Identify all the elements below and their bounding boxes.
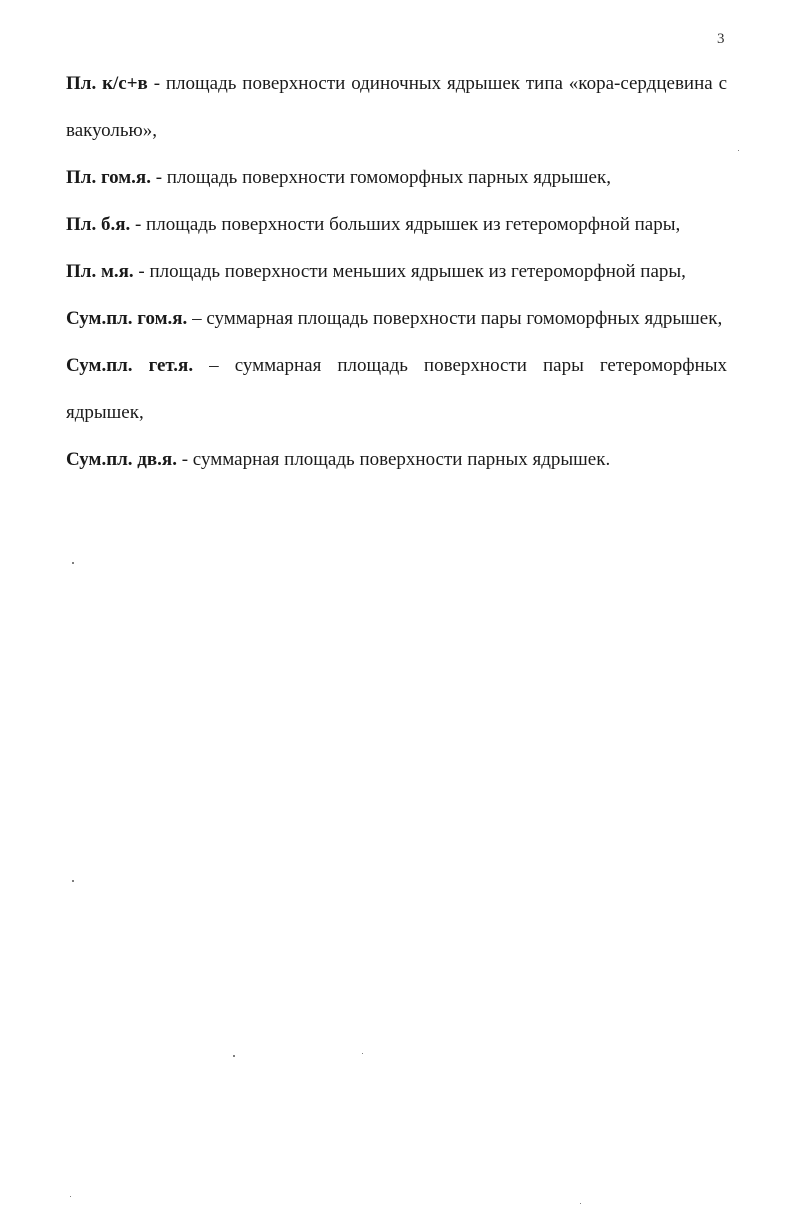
scan-speck	[580, 1203, 581, 1204]
definition-term: Сум.пл. гет.я.	[66, 355, 194, 376]
definition-term: Сум.пл. гом.я.	[66, 308, 188, 329]
definition-item	[66, 154, 727, 201]
page-number: 3	[717, 31, 725, 47]
definition-text: площадь поверхности гомоморфных парных ядрышек,	[166, 167, 611, 188]
definition-term: Сум.пл. дв.я.	[66, 449, 177, 470]
scan-speck	[70, 1196, 71, 1197]
definition-separator: –	[187, 308, 207, 329]
definition-item	[66, 295, 727, 342]
definition-separator: -	[147, 73, 166, 94]
scan-speck	[72, 880, 74, 882]
definition-text: площадь поверхности меньших ядрышек из гетероморфной пары,	[149, 261, 686, 282]
definition-separator: -	[133, 261, 150, 282]
scan-speck	[72, 562, 74, 564]
definition-separator: -	[176, 449, 193, 470]
definition-separator: -	[130, 214, 147, 235]
definition-term: Пл. гом.я.	[66, 167, 151, 188]
definition-item	[66, 248, 727, 295]
scan-speck	[233, 1055, 235, 1057]
definition-term: Пл. к/с+в	[66, 73, 148, 94]
scan-speck	[362, 1053, 363, 1054]
definition-item	[66, 342, 727, 436]
definition-item	[66, 60, 727, 154]
definition-term: Пл. м.я.	[66, 261, 134, 282]
definition-item	[66, 201, 727, 248]
definition-text: площадь поверхности одиночных ядрышек типа «кора-сердцевина с вакуолью»,	[66, 73, 727, 141]
definition-separator: –	[193, 355, 235, 376]
definitions-list	[66, 60, 727, 483]
definition-text: суммарная площадь поверхности парных ядрышек.	[192, 449, 611, 470]
definition-item	[66, 436, 727, 483]
definition-text: суммарная площадь поверхности пары гомоморфных ядрышек,	[206, 308, 723, 329]
definition-term: Пл. б.я.	[66, 214, 131, 235]
definition-text: суммарная площадь поверхности пары гетероморфных ядрышек,	[66, 355, 728, 423]
scan-speck	[738, 150, 739, 151]
definition-separator: -	[150, 167, 167, 188]
definition-text: площадь поверхности больших ядрышек из гетероморфной пары,	[146, 214, 681, 235]
